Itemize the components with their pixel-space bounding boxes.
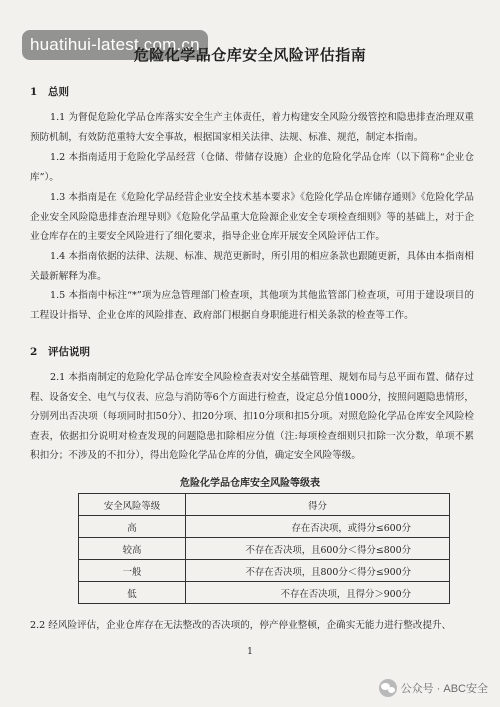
- section-number: 2: [30, 346, 38, 358]
- table-header-cell: 安全风险等级: [79, 494, 186, 516]
- section-number: 1: [30, 86, 38, 98]
- table-row: [79, 560, 450, 582]
- score-cell: 不存在否决项，且得分＞900分: [186, 582, 450, 604]
- section-title: 总则: [48, 86, 69, 98]
- paragraph-1-5: 1.5 本指南中标注“*”项为应急管理部门检查项，其他项为其他监管部门检查项，可用于建设项目的工程设计指导、企业仓库的风险排查、政府部门根据自身职能进行相关条款的检查等工作。: [30, 290, 474, 321]
- wechat-icon: [379, 679, 397, 697]
- risk-level-cell: 低: [79, 582, 186, 604]
- document-title: 危险化学品仓库安全风险评估指南: [133, 46, 367, 64]
- score-cell: 存在否决项，或得分≤600分: [186, 516, 450, 538]
- paragraph-2-2: 2.2 经风险评估，企业仓库存在无法整改的否决项的，停产停业整顿，企确实无能力进行整改提升、: [30, 620, 452, 631]
- table-row: [79, 582, 450, 604]
- table-header-cell: 得分: [186, 494, 450, 516]
- paragraph-2-1: 2.1 本指南制定的危险化学品仓库安全风险检查表对安全基础管理、规划布局与总平面布置、储存过程、设备安全、电气与仪表、应急与消防等6个方面进行检查，设定总分值1000分，按照问题隐患情形，分别列出否决项（每项同时扣50分）、扣20分项、扣10分项和扣5分项。对照危险化学品仓库安全风险检查表，依据扣分说明对检查发现的问题隐患扣除相应分值（注:每项检查细则只扣除一次分数，单项不累积扣分；不涉及的不扣分），得出危险化学品仓库的分值，确定安全风险等级。: [30, 372, 474, 461]
- section-heading-2: [30, 344, 90, 359]
- paragraph-1-3: 1.3 本指南是在《危险化学品经营企业安全技术基本要求》《危险化学品仓库储存通则》《危险化学品企业安全风险隐患排查治理导则》《危险化学品重大危险源企业安全专项检查细则》等的基础上，对于企业仓库存在的主要安全风险进行了细化要求，指导企业仓库开展安全风险评估工作。: [30, 192, 474, 242]
- account-label: 公众号 · ABC安全: [400, 683, 488, 695]
- paragraph-1-2: 1.2 本指南适用于危险化学品经营（仓储、带储存设施）企业的危险化学品仓库（以下简称“企业仓库”）。: [30, 152, 474, 183]
- site-watermark: huatihui-latest.com.cn: [22, 30, 208, 60]
- table-title: 危险化学品仓库安全风险等级表: [180, 478, 320, 489]
- page-number: 1: [247, 647, 253, 657]
- score-cell: 不存在否决项，且600分＜得分≤800分: [186, 538, 450, 560]
- paragraph-1-1: 1.1 为督促危险化学品仓库落实安全生产主体责任，着力构建安全风险分级管控和隐患排查治理双重预防机制，有效防范重特大安全事故，根据国家相关法律、法规、标准、规范，制定本指南。: [30, 112, 474, 143]
- section-heading-1: [30, 84, 69, 99]
- table-header-row: [79, 494, 450, 516]
- risk-level-cell: 一般: [79, 560, 186, 582]
- risk-level-table: [78, 493, 450, 604]
- risk-level-cell: 较高: [79, 538, 186, 560]
- section-title: 评估说明: [48, 346, 90, 358]
- wechat-account-mark: [379, 678, 488, 698]
- paragraph-1-4: 1.4 本指南依据的法律、法规、标准、规范更新时，所引用的相应条款也跟随更新，具体由本指南相关最新解释为准。: [30, 251, 474, 282]
- table-row: [79, 538, 450, 560]
- score-cell: 不存在否决项，且800分＜得分≤900分: [186, 560, 450, 582]
- risk-level-cell: 高: [79, 516, 186, 538]
- table-row: [79, 516, 450, 538]
